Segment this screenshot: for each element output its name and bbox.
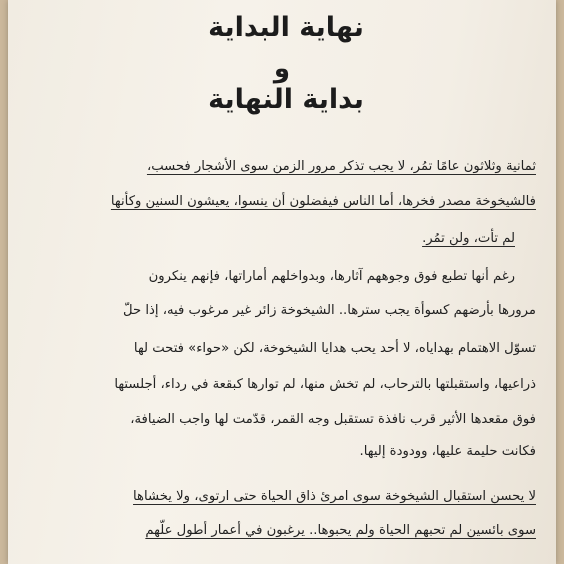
body-line-5: مرورها بأرضهم كسوأة يجب سترها.. الشيخوخة زائر غير مرغوب فيه، إذا حلّ [122, 303, 536, 318]
body-line-11: سوى بائسين لم تحبهم الحياة ولم يحبوها.. يرغبون في أعمار أطول علّهم [145, 523, 536, 538]
chapter-title-line-1: نهاية البداية [208, 12, 364, 43]
book-page [8, 0, 556, 564]
body-line-6: تسوّل الاهتمام بهداياه، لا أحد يحب هدايا الشيخوخة، لكن «حواء» فتحت لها [133, 341, 536, 356]
body-line-2: فالشيخوخة مصدر فخرها، أما الناس فيفضلون أن ينسوا، يعيشون السنين وكأنها [110, 194, 536, 209]
body-line-10: لا يحسن استقبال الشيخوخة سوى امرئ ذاق الحياة حتى ارتوى، ولا يخشاها [133, 489, 536, 504]
chapter-title-line-2: و [273, 54, 291, 84]
body-line-4: رغم أنها تطبع فوق وجوههم آثارها، وبدواخلهم أماراتها، فإنهم ينكرون [148, 269, 515, 284]
body-line-3: لم تأت، ولن تمُر. [422, 231, 515, 246]
body-line-8: فوق مقعدها الأثير قرب نافذة تستقبل وجه القمر، قدّمت لها واجب الضيافة، [130, 412, 536, 427]
body-line-7: ذراعيها، واستقبلتها بالترحاب، لم تخش منها، لم توارها كبقعة في رداء، أجلستها [114, 377, 536, 392]
body-line-9: فكانت حليمة عليها، وودودة إليها. [359, 444, 536, 459]
chapter-title-line-3: بداية النهاية [208, 84, 364, 115]
body-line-1: ثمانية وثلاثون عامًا تمُر، لا يجب تذكر مرور الزمن سوى الأشجار فحسب، [146, 159, 536, 174]
